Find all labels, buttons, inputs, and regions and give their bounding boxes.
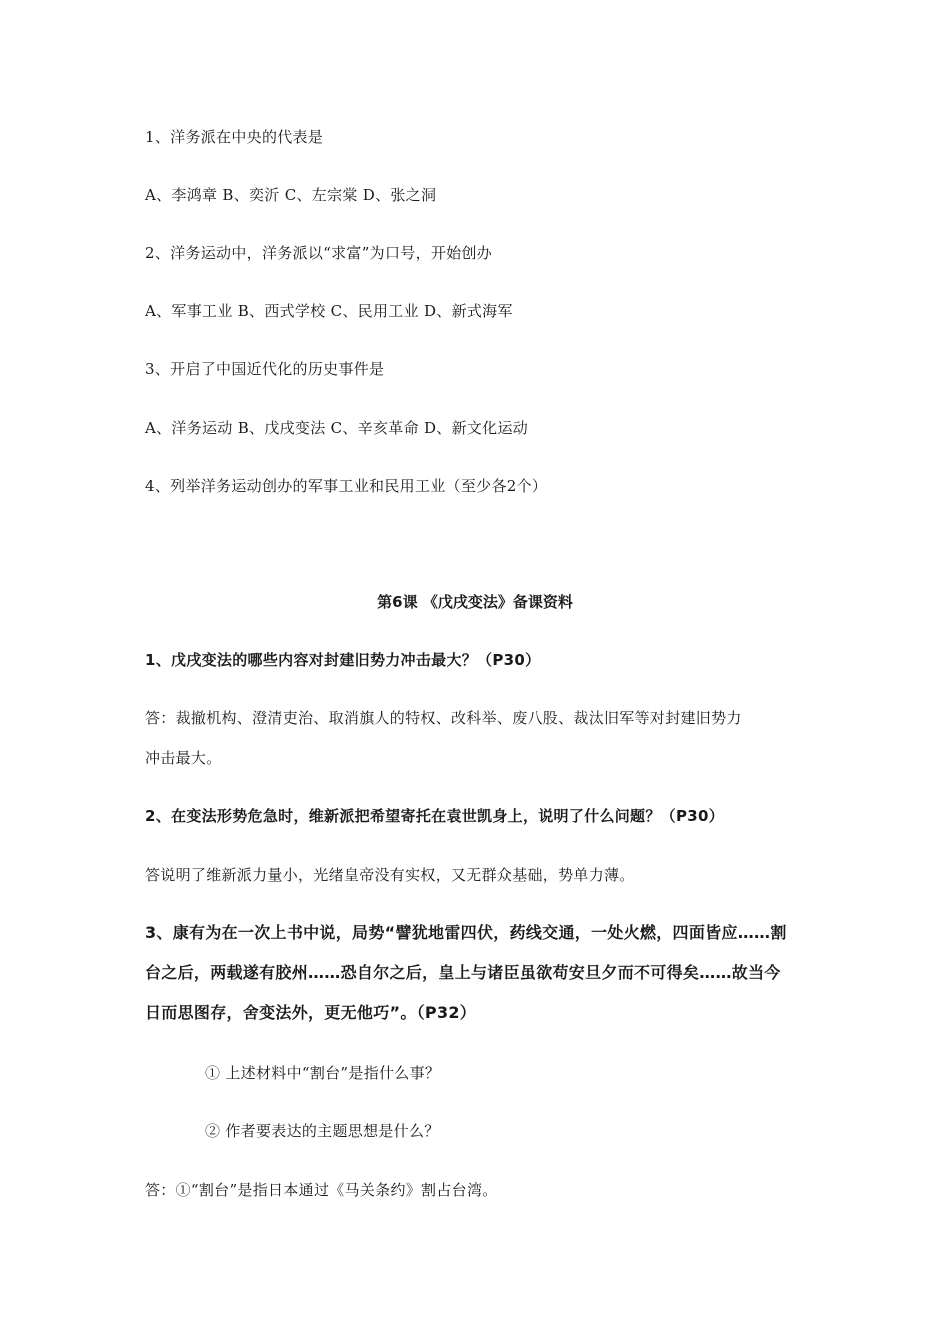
quiz-question-1: 1、洋务派在中央的代表是 (145, 128, 324, 146)
lesson-question-1: 1、戊戌变法的哪些内容对封建旧势力冲击最大？（P30） (145, 651, 541, 669)
lesson-answer-1-line-1: 答：裁撤机构、澄清吏治、取消旗人的特权、改科举、废八股、裁汰旧军等对封建旧势力 (145, 709, 742, 727)
quiz-question-4: 4、列举洋务运动创办的军事工业和民用工业（至少各2个） (145, 477, 548, 495)
lesson-question-3-line-1: 3、康有为在一次上书中说，局势“譬犹地雷四伏，药线交通，一处火燃，四面皆应……割 (145, 923, 787, 942)
lesson-question-3-line-2: 台之后，两载遂有胶州……恐自尔之后，皇上与诸臣虽欲苟安旦夕而不可得矣……故当今 (145, 963, 781, 982)
quiz-question-2: 2、洋务运动中，洋务派以“求富”为口号，开始创办 (145, 244, 493, 262)
lesson-question-2: 2、在变法形势危急时，维新派把希望寄托在袁世凯身上，说明了什么问题？（P30） (145, 807, 725, 825)
quiz-options-2: A、军事工业 B、西式学校 C、民用工业 D、新式海军 (145, 302, 513, 320)
quiz-options-1: A、李鸿章 B、奕沂 C、左宗棠 D、张之洞 (145, 186, 437, 204)
lesson-subquestion-2: ② 作者要表达的主题思想是什么？ (205, 1122, 440, 1140)
lesson-title: 第6课 《戊戌变法》备课资料 (377, 593, 573, 611)
lesson-answer-1-line-2: 冲击最大。 (145, 749, 222, 767)
quiz-question-3: 3、开启了中国近代化的历史事件是 (145, 360, 385, 378)
lesson-subquestion-1: ① 上述材料中“割台”是指什么事？ (205, 1064, 441, 1082)
lesson-answer-2: 答说明了维新派力量小，光绪皇帝没有实权，又无群众基础，势单力薄。 (145, 866, 635, 884)
lesson-answer-3-part-1: 答：①“割台”是指日本通过《马关条约》割占台湾。 (145, 1181, 498, 1199)
quiz-options-3: A、洋务运动 B、戊戌变法 C、辛亥革命 D、新文化运动 (145, 419, 529, 437)
lesson-question-3-line-3: 日而思图存，舍变法外，更无他巧”。（P32） (145, 1003, 477, 1022)
